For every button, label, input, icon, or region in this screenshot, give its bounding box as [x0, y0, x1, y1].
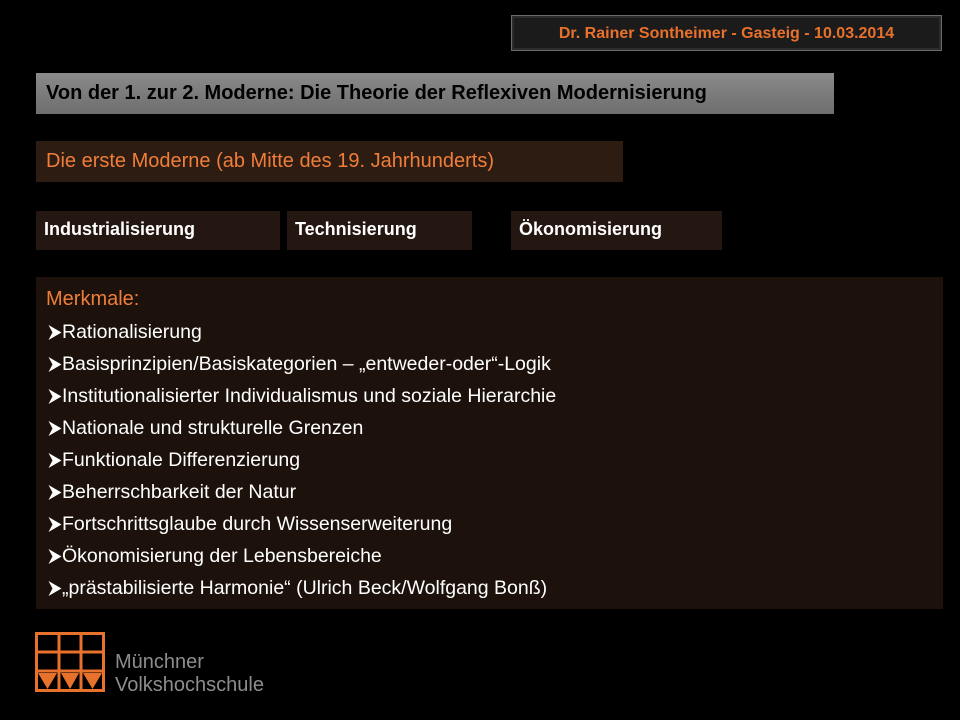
arrowhead-bullet-icon — [48, 389, 62, 404]
arrowhead-bullet-icon — [48, 549, 62, 564]
list-item — [48, 348, 556, 380]
arrowhead-bullet-icon — [48, 581, 62, 596]
arrowhead-bullet-icon — [48, 357, 62, 372]
presenter-date-header — [511, 15, 942, 51]
list-item-text: Basisprinzipien/Basiskategorien – „entweder-oder“-Logik — [62, 353, 551, 375]
list-item-text: Institutionalisierter Individualismus und soziale Hierarchie — [62, 385, 557, 407]
list-item-text: Nationale und strukturelle Grenzen — [62, 417, 364, 439]
slide-title-bar — [36, 73, 834, 114]
list-item — [48, 444, 556, 476]
subtitle: Die erste Moderne (ab Mitte des 19. Jahrhunderts) — [46, 150, 494, 172]
mvhs-grid-logo-icon — [35, 632, 105, 692]
list-item-text: Fortschrittsglaube durch Wissenserweiterung — [62, 513, 453, 535]
slide-title: Von der 1. zur 2. Moderne: Die Theorie der Reflexiven Modernisierung — [46, 82, 707, 104]
list-item — [48, 572, 556, 604]
features-list — [48, 316, 556, 604]
list-item — [48, 412, 556, 444]
list-item-text: Beherrschbarkeit der Natur — [62, 481, 297, 503]
list-item — [48, 508, 556, 540]
header-text: Dr. Rainer Sontheimer - Gasteig - 10.03.2014 — [558, 25, 895, 42]
list-item — [48, 540, 556, 572]
tag-industrialisierung — [36, 211, 280, 250]
features-panel — [36, 277, 943, 609]
list-item-text: „prästabilisierte Harmonie“ (Ulrich Beck/Wolfgang Bonß) — [62, 577, 548, 599]
list-item — [48, 316, 556, 348]
tag-technisierung — [287, 211, 472, 250]
logo-line1: Münchner — [115, 651, 204, 673]
tag-label: Ökonomisierung — [519, 219, 663, 239]
arrowhead-bullet-icon — [48, 485, 62, 500]
tag-label: Technisierung — [295, 219, 417, 239]
list-item-text: Ökonomisierung der Lebensbereiche — [62, 545, 382, 567]
list-item-text: Funktionale Differenzierung — [62, 449, 301, 471]
arrowhead-bullet-icon — [48, 325, 62, 340]
logo-line2: Volkshochschule — [115, 674, 264, 696]
list-item-text: Rationalisierung — [62, 321, 202, 343]
arrowhead-bullet-icon — [48, 421, 62, 436]
tag-oekonomisierung — [511, 211, 722, 250]
mvhs-logo-text — [115, 651, 264, 697]
tag-label: Industrialisierung — [44, 219, 196, 239]
features-heading: Merkmale: — [46, 288, 140, 310]
arrowhead-bullet-icon — [48, 453, 62, 468]
list-item — [48, 476, 556, 508]
subtitle-bar — [36, 141, 623, 182]
list-item — [48, 380, 556, 412]
arrowhead-bullet-icon — [48, 517, 62, 532]
